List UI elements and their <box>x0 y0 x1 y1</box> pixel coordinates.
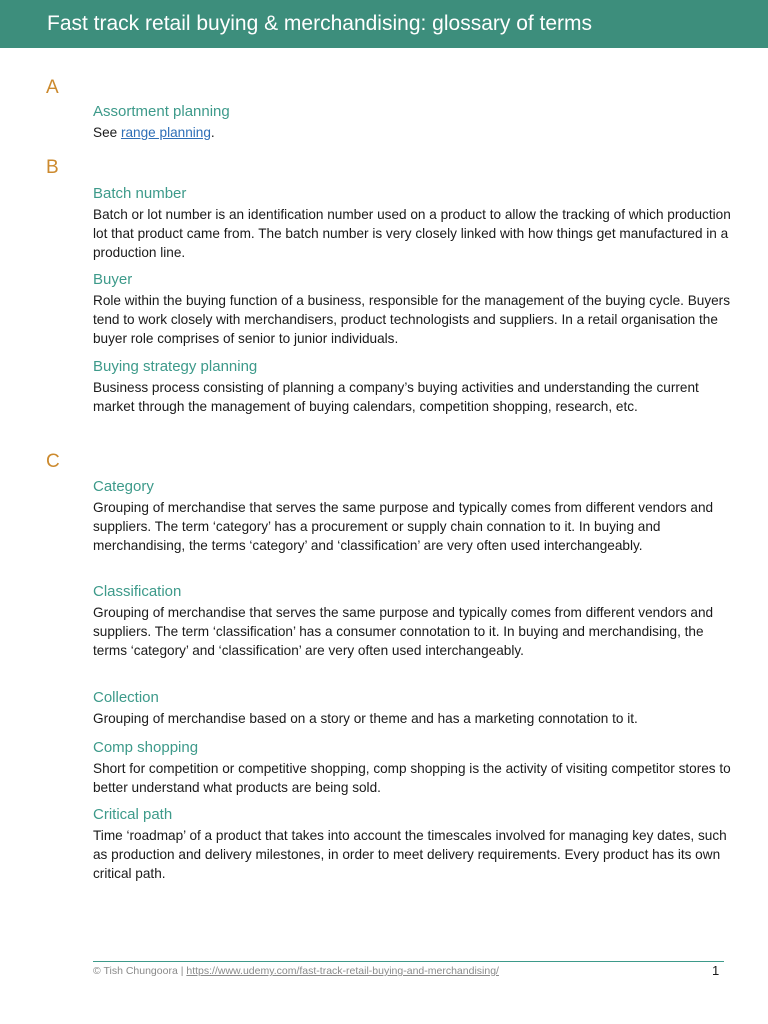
term-classification: Classification <box>93 583 182 600</box>
term-category: Category <box>93 478 154 495</box>
definition-batch-number: Batch or lot number is an identification number used on a product to allow the tracking of which production lot that product came from. The batch number is very closely linked with how things get manufactured in a production line. <box>93 207 731 261</box>
term-critical-path: Critical path <box>93 806 173 823</box>
page-number: 1 <box>712 963 720 978</box>
definition-buying-strategy-planning: Business process consisting of planning a company’s buying activities and understanding the current market through the management of buying calendars, competition shopping, research, etc. <box>93 380 699 415</box>
definition-category: Grouping of merchandise that serves the same purpose and typically comes from different vendors and suppliers. The term ‘category’ has a procurement or supply chain connation to it. In buying and merchandising, the terms ‘category’ and ‘classification’ are very often used interchangeably. <box>93 500 714 554</box>
udemy-course-link[interactable]: https://www.udemy.com/fast-track-retail-buying-and-merchandising/ <box>186 965 499 977</box>
footer-credit <box>93 965 499 977</box>
copyright-text: © Tish Chungoora | <box>93 965 187 977</box>
definition-critical-path: Time ‘roadmap’ of a product that takes into account the timescales involved for managing key dates, such as production and delivery milestones, in order to meet delivery requirements. Every product has its own critical path. <box>93 828 727 882</box>
range-planning-link[interactable]: range planning <box>120 125 211 140</box>
term-batch-number: Batch number <box>93 185 187 202</box>
term-comp-shopping: Comp shopping <box>93 739 199 756</box>
see-prefix: See <box>93 125 121 140</box>
definition-buyer: Role within the buying function of a business, responsible for the management of the buying cycle. Buyers tend to work closely with merchandisers, product technologists and suppliers. In a retail organisation the buyer role comprises of senior to junior individuals. <box>93 293 731 347</box>
definition-comp-shopping: Short for competition or competitive shopping, comp shopping is the activity of visiting competitor stores to better understand what products are being sold. <box>93 761 731 796</box>
page-header <box>0 0 768 48</box>
footer-divider <box>93 961 724 962</box>
term-buying-strategy-planning: Buying strategy planning <box>93 358 258 375</box>
definition-classification: Grouping of merchandise that serves the same purpose and typically comes from different vendors and suppliers. The term ‘classification’ has a consumer connotation to it. In buying and merchandising, the terms ‘category’ and ‘classification’ are very often used interchangeably. <box>93 605 714 659</box>
term-assortment-planning: Assortment planning <box>93 103 230 120</box>
section-letter-a: A <box>46 77 59 98</box>
see-suffix: . <box>210 125 215 140</box>
term-buyer: Buyer <box>93 271 133 288</box>
definition-assortment-planning <box>93 123 733 142</box>
section-letter-c: C <box>46 451 60 472</box>
page-title: Fast track retail buying & merchandising: glossary of terms <box>47 12 593 35</box>
section-letter-b: B <box>46 157 59 178</box>
definition-collection: Grouping of merchandise based on a story or theme and has a marketing connotation to it. <box>93 711 638 726</box>
term-collection: Collection <box>93 689 159 706</box>
